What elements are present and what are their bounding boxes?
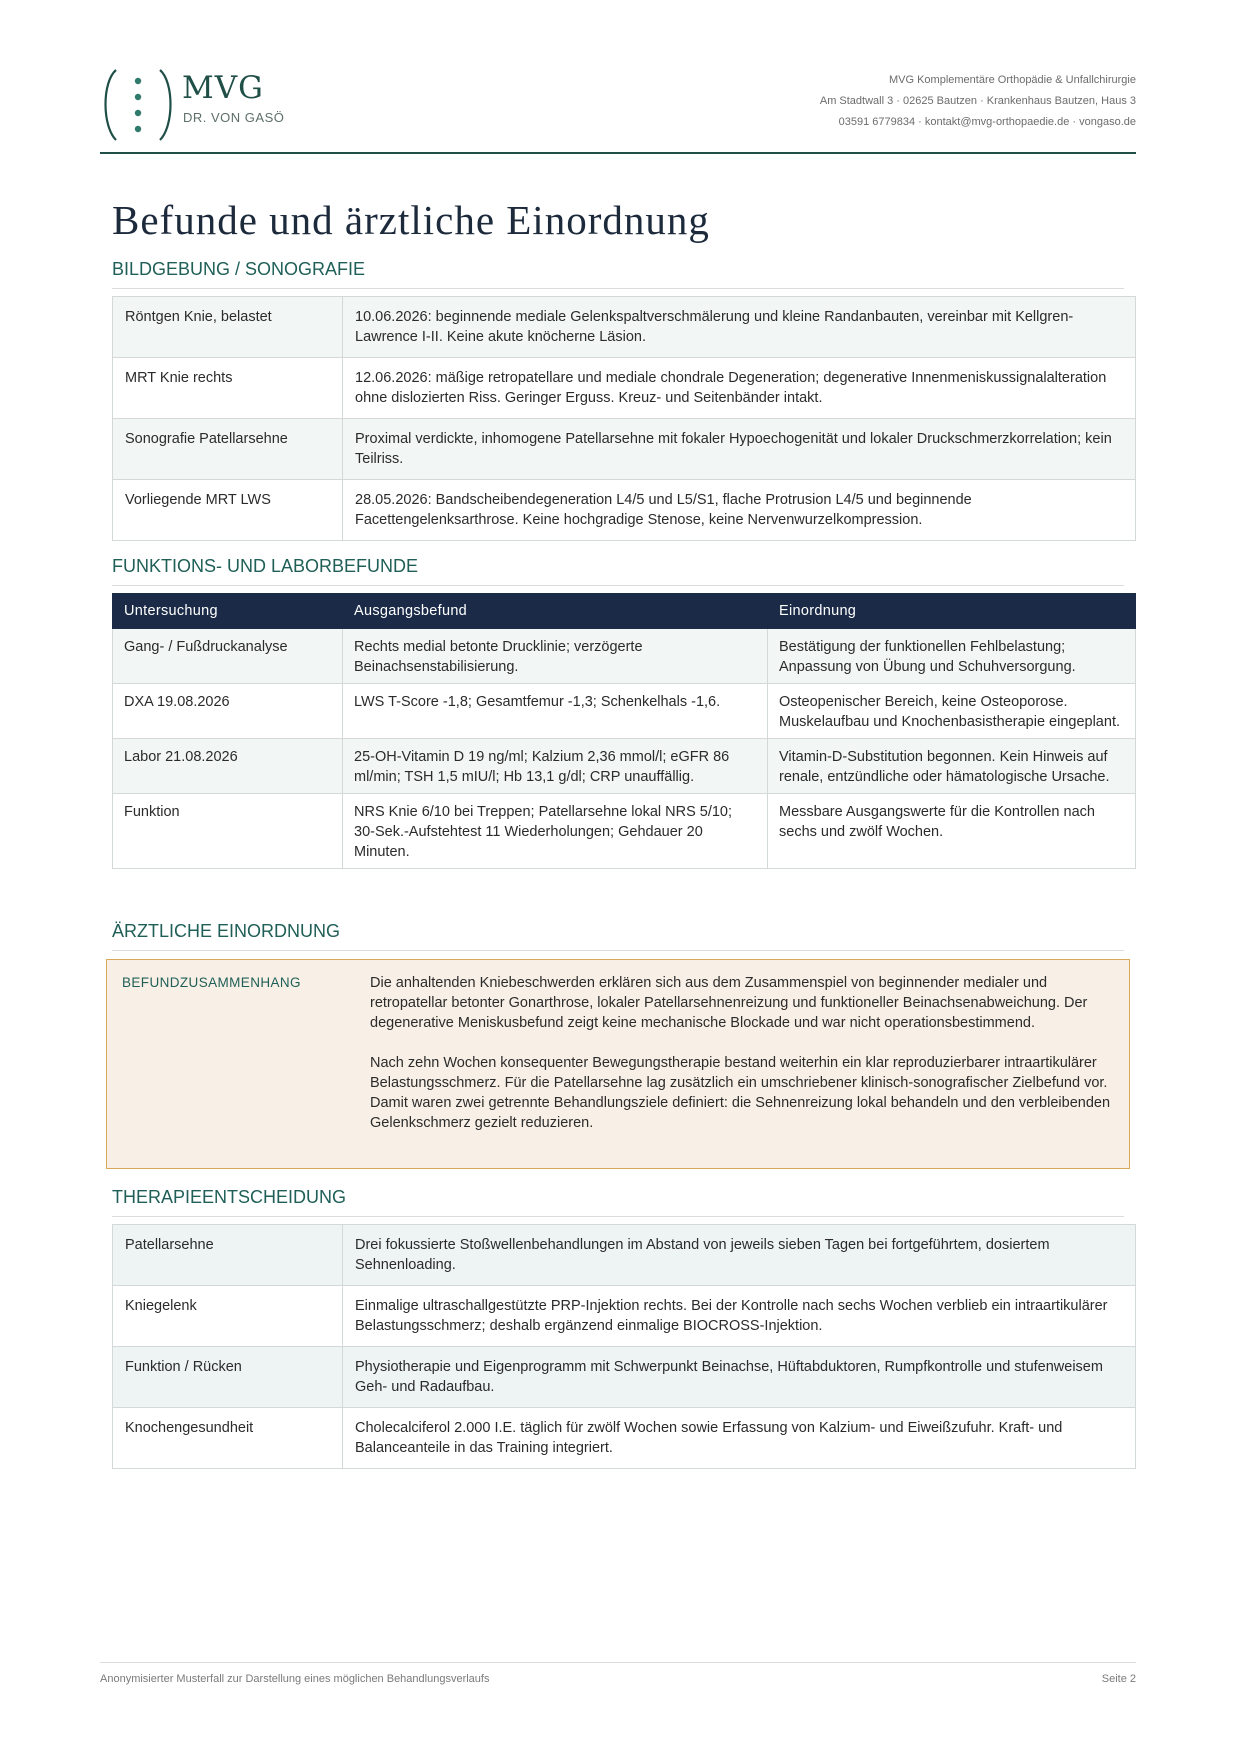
- table-row: [113, 1286, 1136, 1347]
- assessment-text: [370, 973, 1115, 1133]
- assessment-box: [106, 959, 1130, 1169]
- table-cell: DXA 19.08.2026: [113, 684, 343, 739]
- column-header: Ausgangsbefund: [343, 594, 768, 629]
- section-heading-therapy: THERAPIEENTSCHEIDUNG: [112, 1187, 1124, 1217]
- table-row: [113, 1347, 1136, 1408]
- table-row: [113, 739, 1136, 794]
- table-cell: Labor 21.08.2026: [113, 739, 343, 794]
- assessment-paragraph: Nach zehn Wochen konsequenter Bewegungstherapie bestand weiterhin ein klar reproduzierbarer intraartikulärer Belastungsschmerz. Für die Patellarsehne lag zusätzlich ein umschriebener klinisch-sonografischer Zielbefund vor. Damit waren zwei getrennte Behandlungsziele definiert: die Sehnenreizung lokal behandeln und den verbleibenden Gelenkschmerz gezielt reduzieren.: [370, 1055, 1111, 1131]
- table-cell: Funktion: [113, 794, 343, 869]
- practice-street: Am Stadtwall 3 · 02625 Bautzen · Krankenhaus Bautzen, Haus 3: [819, 95, 1136, 107]
- page-number: Seite 2: [1101, 1673, 1136, 1685]
- table-row: [113, 629, 1136, 684]
- logo-name: MVG: [182, 70, 264, 106]
- table-row: [113, 1408, 1136, 1469]
- functional-table: [112, 593, 1136, 869]
- row-label: Vorliegende MRT LWS: [113, 480, 343, 541]
- footer-note: Anonymisierter Musterfall zur Darstellung eines möglichen Behandlungsverlaufs: [100, 1673, 490, 1685]
- row-text: Physiotherapie und Eigenprogramm mit Schwerpunkt Beinachse, Hüftabduktoren, Rumpfkontrolle und stufenweisem Geh- und Radaufbau.: [343, 1347, 1136, 1408]
- row-label: MRT Knie rechts: [113, 358, 343, 419]
- table-row: [113, 358, 1136, 419]
- section-heading-functional: FUNKTIONS- UND LABORBEFUNDE: [112, 556, 1124, 586]
- table-cell: Osteopenischer Bereich, keine Osteoporose. Muskelaufbau und Knochenbasistherapie eingeplant.: [768, 684, 1136, 739]
- table-cell: Rechts medial betonte Drucklinie; verzögerte Beinachsenstabilisierung.: [343, 629, 768, 684]
- row-text: 28.05.2026: Bandscheibendegeneration L4/5 und L5/S1, flache Protrusion L4/5 und beginnende Facettengelenksarthrose. Keine hochgradige Stenose, keine Nervenwurzelkompression.: [343, 480, 1136, 541]
- table-cell: Vitamin-D-Substitution begonnen. Kein Hinweis auf renale, entzündliche oder hämatologische Ursache.: [768, 739, 1136, 794]
- section-heading-assessment: ÄRZTLICHE EINORDNUNG: [112, 921, 1124, 951]
- logo-subtitle: DR. VON GASÖ: [183, 110, 285, 125]
- row-label: Knochengesundheit: [113, 1408, 343, 1469]
- row-label: Funktion / Rücken: [113, 1347, 343, 1408]
- table-header-row: [113, 594, 1136, 629]
- practice-address: [820, 70, 1136, 133]
- assessment-paragraph: Die anhaltenden Kniebeschwerden erklären sich aus dem Zusammenspiel von beginnender medialer und retropatellar betonter Gonarthrose, lokaler Patellarsehnenreizung und funktioneller Beinachsenabweichung. Der degenerative Meniskusbefund zeigt keine mechanische Blockade und war nicht operationsbestimmend.: [370, 975, 1088, 1031]
- table-cell: LWS T-Score -1,8; Gesamtfemur -1,3; Schenkelhals -1,6.: [343, 684, 768, 739]
- page-title: Befunde und ärztliche Einordnung: [112, 197, 710, 243]
- practice-contact: 03591 6779834 · kontakt@mvg-orthopaedie.de · vongaso.de: [838, 116, 1136, 128]
- table-cell: Bestätigung der funktionellen Fehlbelastung; Anpassung von Übung und Schuhversorgung.: [768, 629, 1136, 684]
- practice-name: MVG Komplementäre Orthopädie & Unfallchirurgie: [888, 74, 1136, 86]
- table-cell: NRS Knie 6/10 bei Treppen; Patellarsehne lokal NRS 5/10; 30-Sek.-Aufstehtest 11 Wiederholungen; Gehdauer 20 Minuten.: [343, 794, 768, 869]
- row-text: Cholecalciferol 2.000 I.E. täglich für zwölf Wochen sowie Erfassung von Kalzium- und Eiweißzufuhr. Kraft- und Balanceanteile in das Training integriert.: [343, 1408, 1136, 1469]
- table-row: [113, 297, 1136, 358]
- row-label: Sonografie Patellarsehne: [113, 419, 343, 480]
- table-row: [113, 1225, 1136, 1286]
- column-header: Einordnung: [768, 594, 1136, 629]
- row-label: Röntgen Knie, belastet: [113, 297, 343, 358]
- section-heading-imaging: BILDGEBUNG / SONOGRAFIE: [112, 259, 1124, 289]
- logo-mark-icon: [100, 66, 180, 146]
- table-row: [113, 684, 1136, 739]
- table-row: [113, 794, 1136, 869]
- page-header: [100, 66, 1136, 154]
- table-row: [113, 419, 1136, 480]
- row-text: Drei fokussierte Stoßwellenbehandlungen im Abstand von jeweils sieben Tagen bei fortgeführtem, dosiertem Sehnenloading.: [343, 1225, 1136, 1286]
- row-text: Einmalige ultraschallgestützte PRP-Injektion rechts. Bei der Kontrolle nach sechs Wochen verblieb ein intraartikulärer Belastungsschmerz; deshalb ergänzend einmalige BIOCROSS-Injektion.: [343, 1286, 1136, 1347]
- imaging-table: [112, 296, 1136, 541]
- table-cell: Messbare Ausgangswerte für die Kontrollen nach sechs und zwölf Wochen.: [768, 794, 1136, 869]
- row-text: Proximal verdickte, inhomogene Patellarsehne mit fokaler Hypoechogenität und lokaler Druckschmerzkorrelation; kein Teilriss.: [343, 419, 1136, 480]
- page-footer: [100, 1662, 1136, 1685]
- table-cell: 25-OH-Vitamin D 19 ng/ml; Kalzium 2,36 mmol/l; eGFR 86 ml/min; TSH 1,5 mIU/l; Hb 13,1 g/dl; CRP unauffällig.: [343, 739, 768, 794]
- assessment-label: BEFUNDZUSAMMENHANG: [122, 975, 301, 990]
- practice-logo: [100, 66, 300, 146]
- table-row: [113, 480, 1136, 541]
- row-label: Kniegelenk: [113, 1286, 343, 1347]
- table-cell: Gang- / Fußdruckanalyse: [113, 629, 343, 684]
- column-header: Untersuchung: [113, 594, 343, 629]
- row-label: Patellarsehne: [113, 1225, 343, 1286]
- row-text: 12.06.2026: mäßige retropatellare und mediale chondrale Degeneration; degenerative Innenmeniskussignalalteration ohne dislozierten Riss. Geringer Erguss. Kreuz- und Seitenbänder intakt.: [343, 358, 1136, 419]
- therapy-table: [112, 1224, 1136, 1469]
- row-text: 10.06.2026: beginnende mediale Gelenkspaltverschmälerung und kleine Randanbauten, vereinbar mit Kellgren-Lawrence I-II. Keine akute knöcherne Läsion.: [343, 297, 1136, 358]
